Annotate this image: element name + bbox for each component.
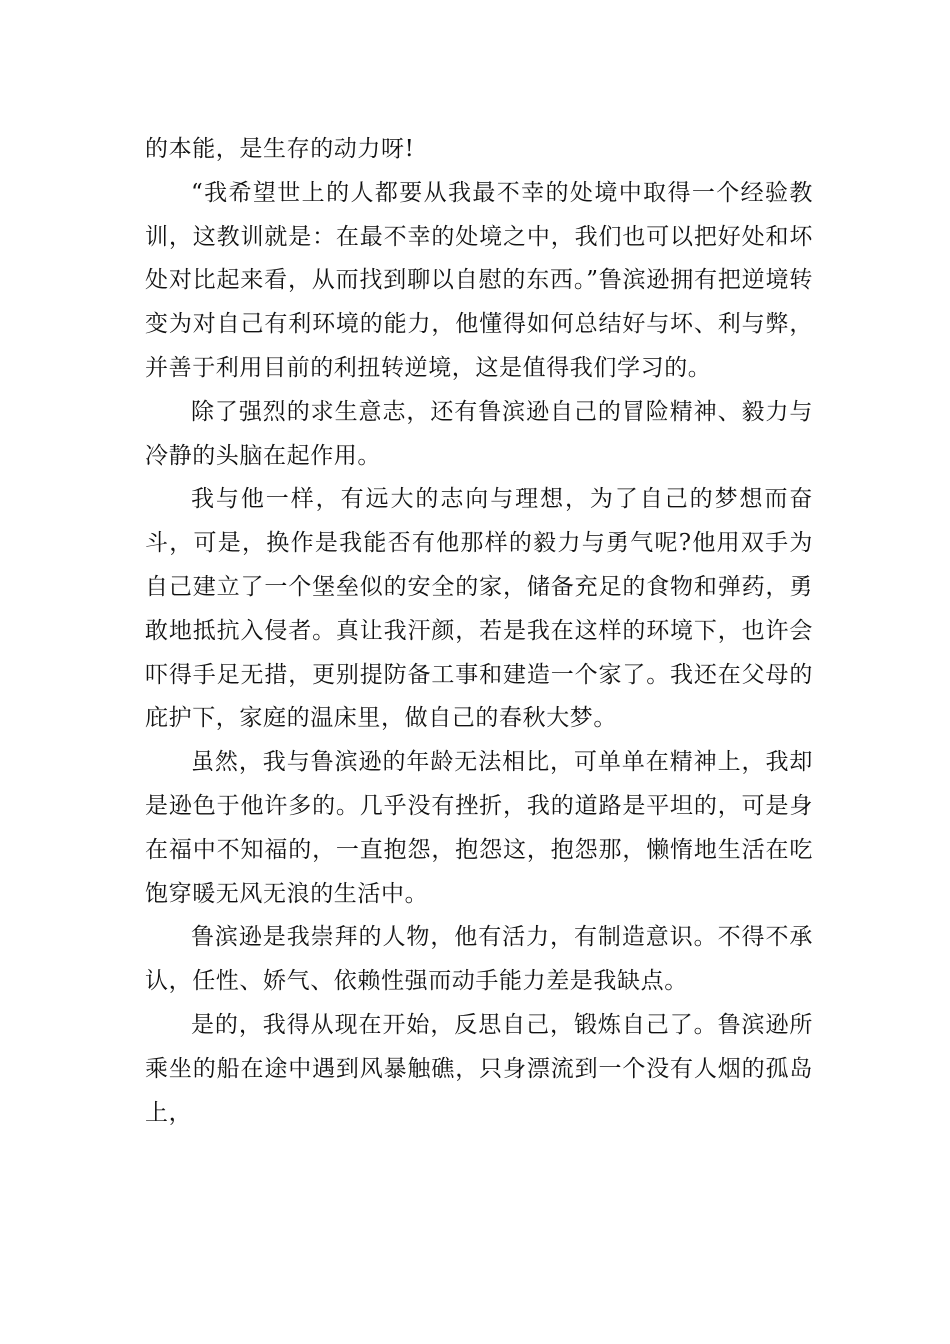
paragraph-7: 是的，我得从现在开始，反思自己，锻炼自己了。鲁滨逊所乘坐的船在途中遇到风暴触礁，只身漂流到一个没有人烟的孤岛上， — [145, 1011, 813, 1126]
paragraph-6: 鲁滨逊是我崇拜的人物，他有活力，有制造意识。不得不承认，任性、娇气、依赖性强而动手能力差是我缺点。 — [145, 924, 813, 995]
paragraph-5: 虽然，我与鲁滨逊的年龄无法相比，可单单在精神上，我却是逊色于他许多的。几乎没有挫折，我的道路是平坦的，可是身在福中不知福的，一直抱怨，抱怨这，抱怨那，懒惰地生活在吃饱穿暖无风无浪的生活中。 — [145, 749, 813, 907]
paragraph-3: 除了强烈的求生意志，还有鲁滨逊自己的冒险精神、毅力与冷静的头脑在起作用。 — [145, 398, 813, 469]
paragraph-4: 我与他一样，有远大的志向与理想，为了自己的梦想而奋斗，可是，换作是我能否有他那样的毅力与勇气呢?他用双手为自己建立了一个堡垒似的安全的家，储备充足的食物和弹药，勇敢地抵抗入侵者。真让我汗颜，若是我在这样的环境下，也许会吓得手足无措，更别提防备工事和建造一个家了。我还在父母的庇护下，家庭的温床里，做自己的春秋大梦。 — [145, 486, 813, 732]
body-text — [145, 128, 813, 1135]
paragraph-1: 的本能，是生存的动力呀! — [145, 136, 415, 162]
paragraph-2: “我希望世上的人都要从我最不幸的处境中取得一个经验教训，这教训就是：在最不幸的处境之中，我们也可以把好处和坏处对比起来看，从而找到聊以自慰的东西。”鲁滨逊拥有把逆境转变为对自己有利环境的能力，他懂得如何总结好与坏、利与弊，并善于利用目前的利扭转逆境，这是值得我们学习的。 — [145, 179, 813, 381]
